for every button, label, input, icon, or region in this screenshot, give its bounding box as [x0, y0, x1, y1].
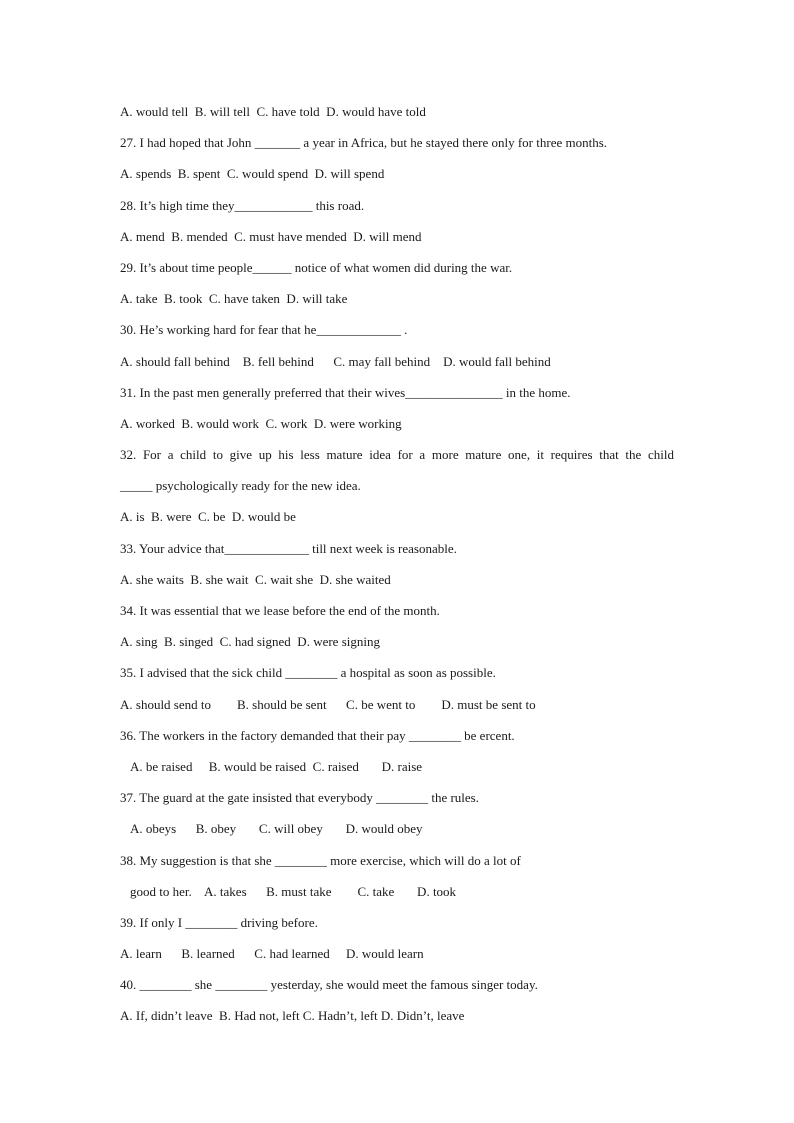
answer-options: A. should fall behind B. fell behind C. may fall behind D. would fall behind: [120, 353, 551, 369]
answer-options: A. worked B. would work C. work D. were working: [120, 415, 402, 431]
answer-options: A. learn B. learned C. had learned D. would learn: [120, 946, 424, 962]
question-text: 29. It’s about time people______ notice of what women did during the war.: [120, 259, 513, 275]
answer-options: A. be raised B. would be raised C. raised D. raise: [130, 758, 423, 774]
question-text: 27. I had hoped that John _______ a year in Africa, but he stayed there only for three months.: [120, 135, 608, 151]
answer-options: good to her. A. takes B. must take C. take D. took: [130, 883, 457, 899]
question-text: 31. In the past men generally preferred that their wives_______________ in the home.: [120, 384, 571, 400]
answer-options: _____ psychologically ready for the new idea.: [120, 478, 361, 494]
answer-options: A. mend B. mended C. must have mended D. will mend: [120, 228, 422, 244]
answer-options: A. sing B. singed C. had signed D. were signing: [120, 634, 380, 650]
question-text: 39. If only I ________ driving before.: [120, 914, 318, 930]
answer-options: A. If, didn’t leave B. Had not, left C. Hadn’t, left D. Didn’t, leave: [120, 1008, 465, 1024]
answer-options: A. spends B. spent C. would spend D. will spend: [120, 166, 385, 182]
answer-options: A. take B. took C. have taken D. will take: [120, 291, 348, 307]
question-text: 36. The workers in the factory demanded that their pay ________ be ercent.: [120, 727, 515, 743]
question-text: 30. He’s working hard for fear that he_____________ .: [120, 322, 408, 338]
question-text: 38. My suggestion is that she ________ more exercise, which will do a lot of: [120, 852, 521, 868]
question-list: [120, 102, 680, 1038]
answer-options: A. obeys B. obey C. will obey D. would obey: [130, 821, 423, 837]
answer-options: A. is B. were C. be D. would be: [120, 509, 296, 525]
question-text: 33. Your advice that_____________ till next week is reasonable.: [120, 540, 457, 556]
question-text: 37. The guard at the gate insisted that everybody ________ the rules.: [120, 790, 479, 806]
question-text: 28. It’s high time they____________ this road.: [120, 197, 365, 213]
answer-options: A. should send to B. should be sent C. be went to D. must be sent to: [120, 696, 536, 712]
answer-options: A. would tell B. will tell C. have told D. would have told: [120, 104, 426, 119]
answer-options: A. she waits B. she wait C. wait she D. she waited: [120, 571, 391, 587]
question-text: 35. I advised that the sick child ________ a hospital as soon as possible.: [120, 665, 496, 681]
question-text: 40. ________ she ________ yesterday, she would meet the famous singer today.: [120, 977, 538, 993]
question-text: 34. It was essential that we lease before the end of the month.: [120, 603, 440, 618]
question-text: 32. For a child to give up his less mature idea for a more mature one, it requires that the child: [120, 447, 674, 463]
